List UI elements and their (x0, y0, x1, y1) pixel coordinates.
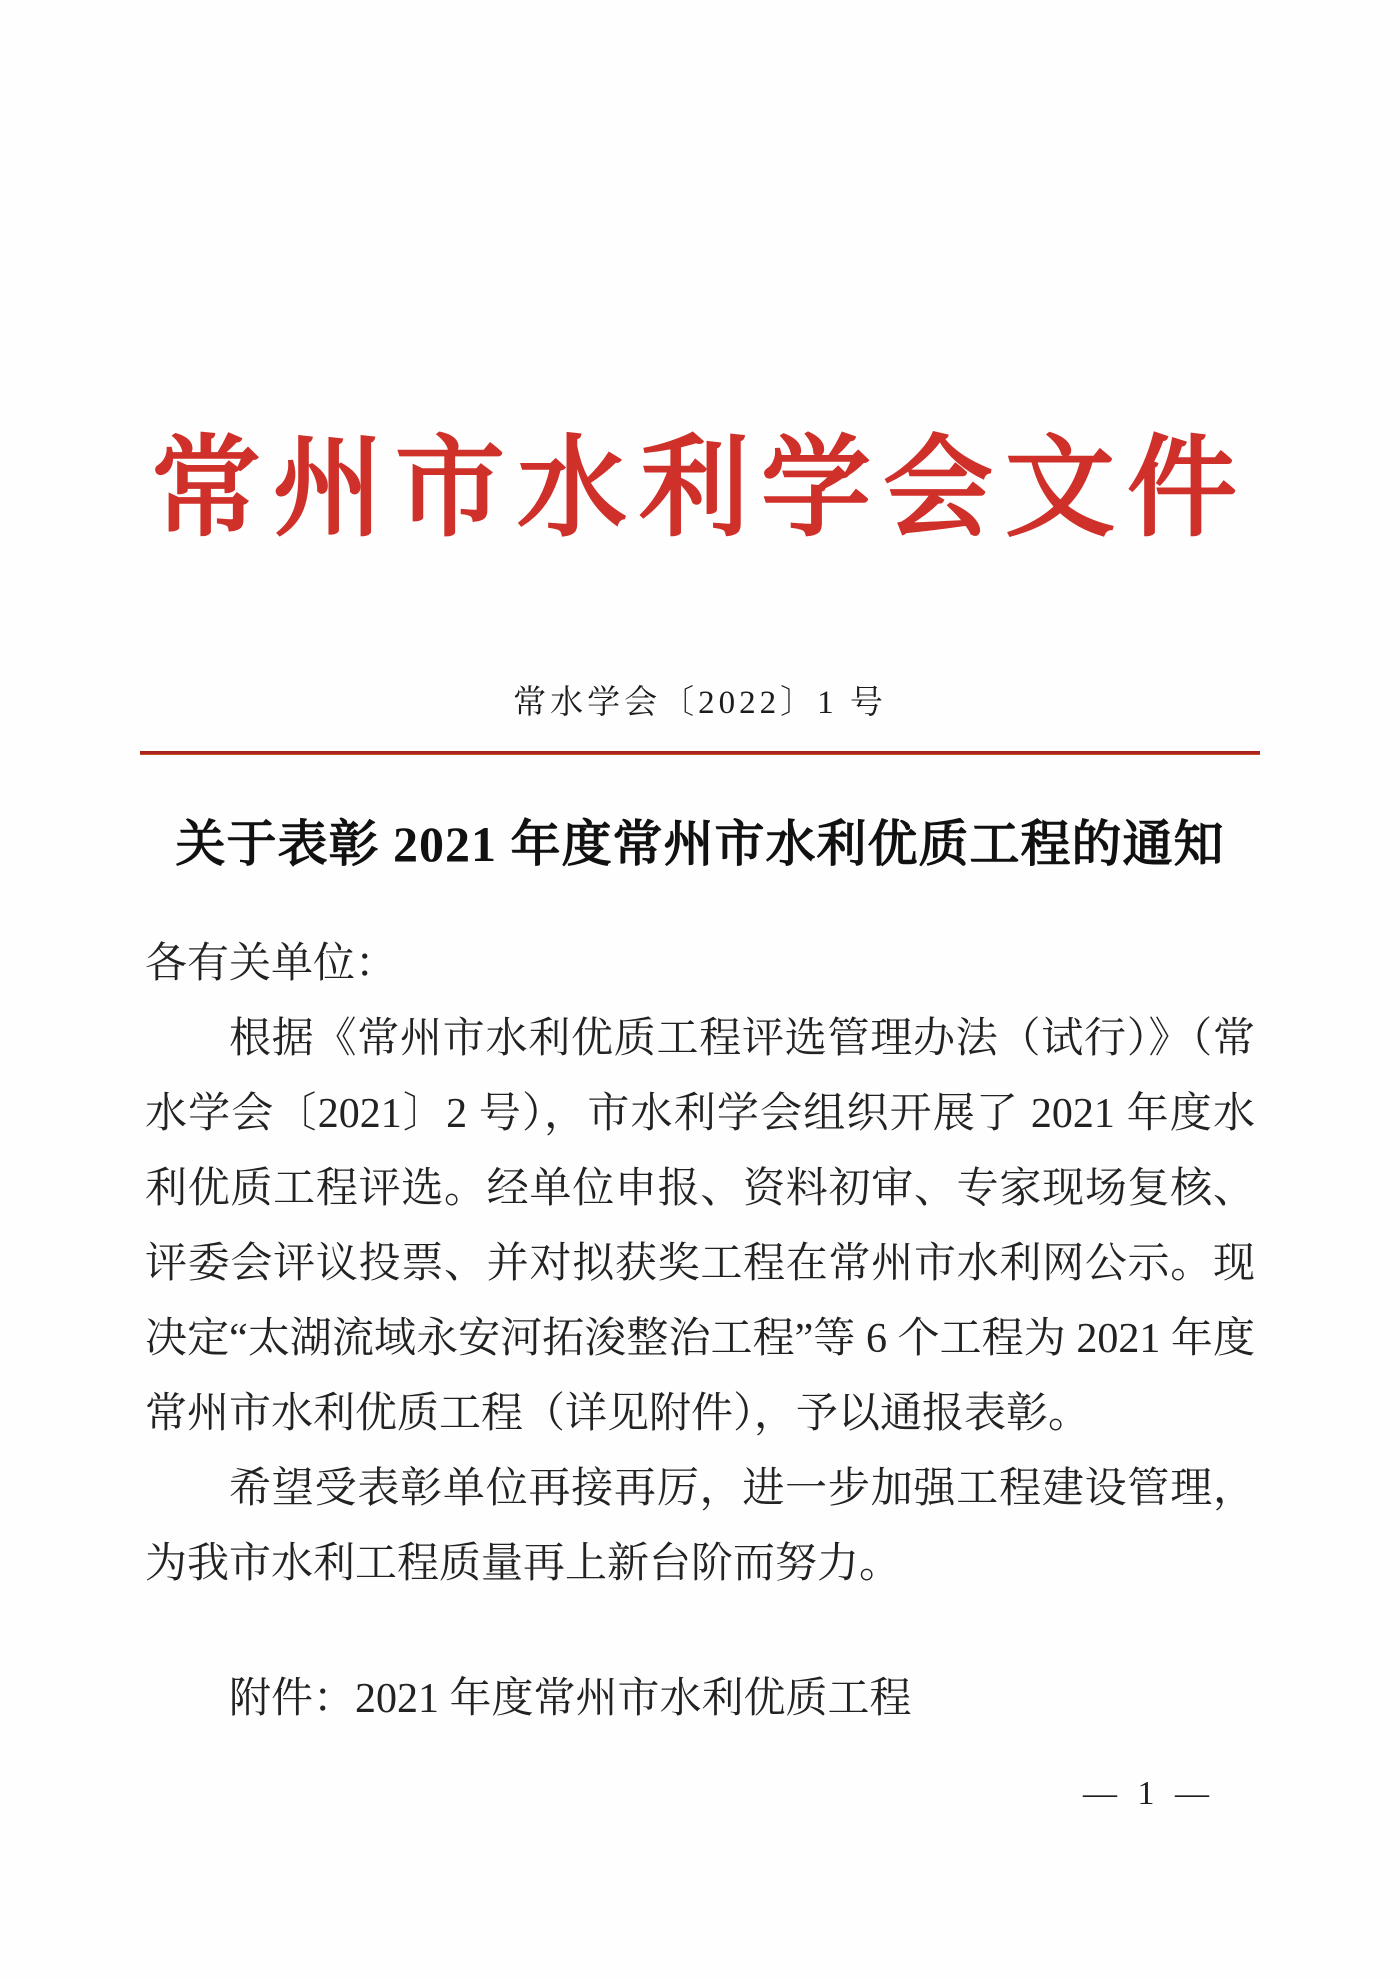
page-number: — 1 — (1083, 1775, 1215, 1812)
org-masthead-title: 常州市水利学会文件 (151, 428, 1249, 550)
document-reference-number: 常水学会〔2022〕1 号 (513, 684, 887, 721)
attachment-reference: 附件：2021 年度常州市水利优质工程 (229, 1676, 912, 1722)
notice-title: 关于表彰 2021 年度常州市水利优质工程的通知 (175, 815, 1225, 872)
body-paragraph-1: 根据《常州市水利优质工程评选管理办法（试行）》（常水学会〔2021〕2 号），市水利学会组织开展了 2021 年度水利优质工程评选。经单位申报、资料初审、专家现场复核、评委会评议投票、并对拟获奖工程在常州市水利网公示。现决定“太湖流域永安河拓浚整治工程”等 6 个工程为 2021 年度常州市水利优质工程（详见附件），予以通报表彰。 (145, 1016, 1255, 1437)
body-paragraph-2: 希望受表彰单位再接再厉，进一步加强工程建设管理，为我市水利工程质量再上新台阶而努力。 (145, 1466, 1255, 1587)
notice-body (145, 927, 1255, 1737)
red-divider-line (140, 751, 1260, 755)
salutation: 各有关单位： (145, 941, 398, 987)
